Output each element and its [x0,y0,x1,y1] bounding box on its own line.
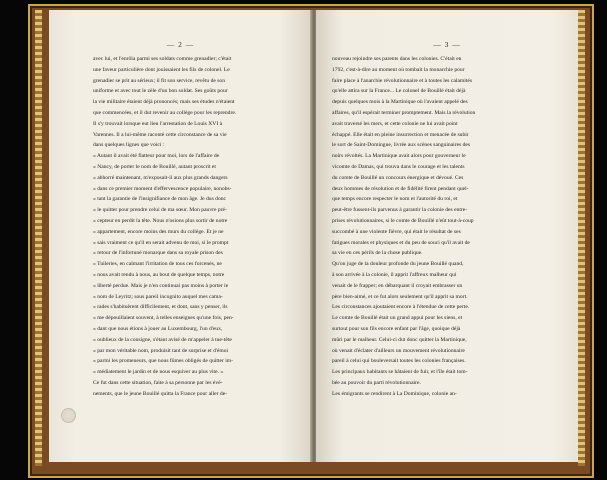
text-line: fatigues morales et physiques et du peu de souci qu'il avait de [332,239,470,246]
text-line: mûri par le malheur. Celui-ci dut donc quitter la Martinique, [332,336,467,343]
text-line: dans quelques lignes que voici : [93,142,165,149]
text-line: que commencées, et il dut revenir au collège pour les reprendre. [93,109,237,116]
right-page [316,10,578,462]
text-line: « me dépouillaient souvent, à telles enseignes qu'une fois, pen- [93,315,234,322]
text-line: « cepteur en perdit la tête. Nous n'osions plus sortir de notre [93,217,228,224]
gilt-edge-left [35,10,42,466]
text-line: « abhorré maintenant, m'exposait-il aux plus grands dangers [93,174,228,181]
text-line: « nous avait rendu à nous, au bout de quelque temps, notre [93,271,225,278]
text-line: « tant la garantie de l'insignifiance de mon âge. Je dus donc [93,196,227,203]
text-line: Les circonstances ajoutaient encore à l'étendue de cette perte. [332,304,470,311]
gilt-edge-right [578,10,585,466]
text-line: Les principaux habitants se hâtaient de fuir, et l'île était tom- [332,369,468,376]
text-line: père bien-aimé, et ce fut alors seulement qu'il apprit sa mort. [332,293,468,300]
text-line: échappé. Elle était en pleine insurrection et menacée de subir [332,131,469,138]
text-line: « liberté perdue. Mais je n'en continuai pas moins à porter le [93,282,229,289]
text-line: succombé à une violente fièvre, qui était le résultat de ses [332,228,461,235]
text-line: peut-être fussent-ils parvenus à garantir la colonie des entre- [332,207,468,214]
text-line: Qu'on juge de la douleur profonde du jeune Bouillé quand, [332,261,464,268]
text-line: Varennes. Il a lui-même raconté cette circonstance de sa vie [93,131,227,138]
text-line: surtout pour son fils encore enfant par l'âge, quoique déjà [332,325,461,332]
text-line: Ce fut dans cette situation, faite à sa personne par les évé- [93,379,223,386]
text-line: uniforme et avec tout le zèle d'un bon soldat. Ses goûts pour [93,88,228,95]
text-line: depuis quelques mois à la Martinique où l'avaient appelé des [332,99,468,106]
text-line: le sort de Saint-Domingue, livrée aux scènes sanguinaires des [332,142,471,149]
text-line: « parmi les promeneurs, que nous fûmes obligés de quitter im- [93,358,233,365]
text-line: 1792, c'est-à-dire au moment où tombait la monarchie pour [332,66,465,73]
text-line: grenadier se prit au sérieux; il fit son service, revêtu de son [93,77,226,84]
left-page [49,10,312,462]
text-line: deux hommes de résolution et de fidélité firent pendant quel- [332,185,469,192]
text-line: la vie militaire étaient déjà prononcés; mais ses études n'étaient [93,99,235,106]
text-line: « dans ce premier moment d'effervescence populaire, nonobs- [93,185,232,192]
text-line: « Autant il avait été flatteur pour moi, lors de l'affaire de [93,153,220,160]
text-line: avec lui, et l'enrôla parmi ses soldats comme grenadier; c'était [93,56,232,62]
text-line: « sais vraiment ce qu'il en serait advenu de moi, si le prompt [93,239,229,246]
text-line: prises révolutionnaires, si le comte de Bouillé n'eût tout-à-coup [332,217,474,224]
text-line: noirs révoltés. La Martinique avait alors pour gouverneur le [332,153,466,160]
text-line: venait de le frapper; en débarquant il croyait embrasser un [332,282,463,289]
text-line: « médiatement le jardin et de nous esquiver au plus vite. » [93,369,224,376]
text-line: Le comte de Bouillé était un grand appui pour les siens, et [332,315,463,322]
text-line: « oublieux de la consigne, s'étant avisé de m'appeler à tue-tête [93,336,232,343]
text-line: nements, que le jeune Bouillé quitta la France pour aller de- [93,390,228,397]
right-page-text [332,54,532,400]
text-line: « par mon véritable nom, produisit tant de surprise et d'émoi [93,347,229,354]
text-line: vicomte de Damas, qui trouva dans le courage et les talents [332,163,465,170]
text-line: qu'elle attira sur la France... Le colonel de Bouillé était déjà [332,88,466,95]
text-line: du comte de Bouillé un concours énergique et dévoué. Ces [332,174,464,181]
text-line: affaires, qu'il espérait terminer promptement. Mais la révolution [332,109,476,116]
text-line: pareil à celui qui bouleversait toutes les colonies françaises. [332,358,466,365]
text-line: « Nancy, de porter le nom de Bouillé, autant proscrit et [93,163,216,170]
text-line: bée au pouvoir du parti révolutionnaire. [332,379,421,386]
text-line: où venait d'éclater d'ailleurs un mouvement révolutionnaire [332,347,465,354]
text-line: « retour de l'infortuné monarque dans sa royale prison des [93,250,223,257]
text-line: une faveur particulière dont jouissaient les fils de colonel. Le [93,66,230,73]
text-line: « appartement, encore moins des murs du collège. Et je ne [93,228,224,235]
page-number-left: — 2 — [166,40,195,49]
text-line: « Tuileries, en calmant l'irritation de tous ces forcenés, ne [93,261,222,268]
text-line: sa vie en ces périls de la chose publique. [332,250,423,257]
page-number-right: — 3 — [433,40,461,49]
text-line: « le quitter pour prendre celui de ma sœur. Mon pauvre pré- [93,207,227,214]
text-line: avait traversé les mers, et cette colonie ne lui avait point [332,120,458,127]
text-line: Il s'y trouvait lorsque eut lieu l'arrestation de Louis XVI à [93,120,223,127]
text-line: que temps encore respecter le nom et l'autorité du roi, et [332,196,458,203]
left-page-text [93,54,293,400]
text-line: « nom de Leyritz; sous pareil incognito auquel mes cama- [93,293,223,300]
text-line: Les émigrants se rendirent à La Dominique, colonie an- [332,390,457,397]
text-line: nouveau rejoindre ses parents dans les colonies. C'était en [332,56,462,62]
text-line: à son arrivée à la colonie, il apprit l'affreux malheur qui [332,271,457,278]
text-line: « dant que nous étions à jouer au Luxembourg, l'un d'eux, [93,325,223,332]
text-line: faire place à l'anarchie révolutionnaire et à toutes les calamités [332,77,473,84]
library-stamp-icon [61,408,76,423]
text-line: « rades s'habituèrent difficilement, et dont, sans y penser, ils [93,304,228,311]
